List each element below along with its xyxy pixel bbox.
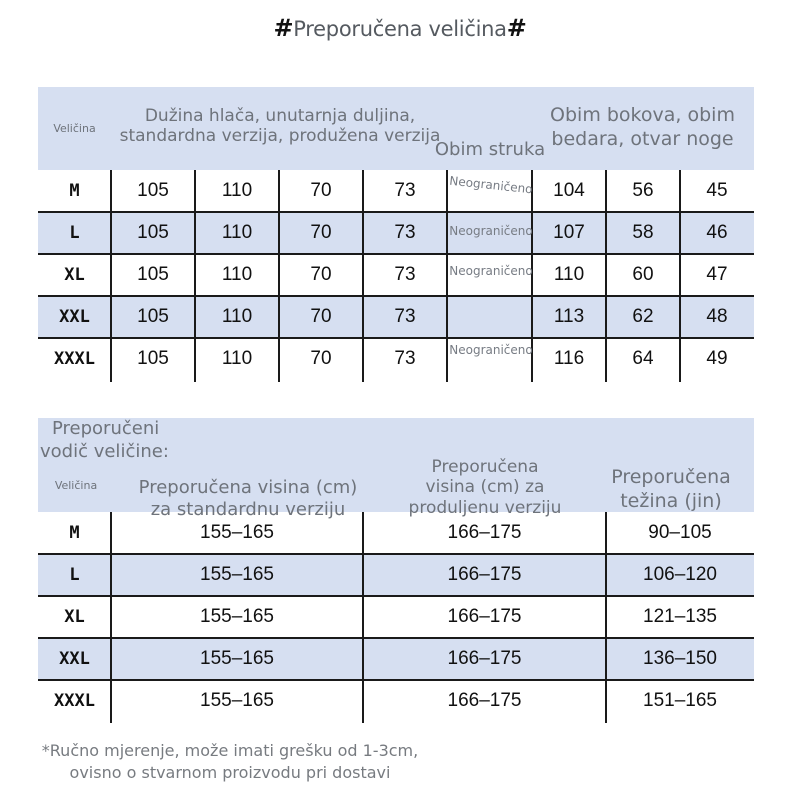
leg-opening-cell: 47 [706,264,728,285]
length-std-cell: 105 [137,264,169,285]
inseam-ext-cell: 73 [394,306,416,327]
table-row [38,638,754,680]
table1-length-header [100,106,460,147]
hip-cell: 110 [553,264,585,285]
size-cell: XL [64,265,85,285]
page-title [0,14,800,42]
ext-height-cell: 166–175 [447,564,522,585]
table-row [38,254,754,296]
thigh-cell: 56 [632,180,654,201]
table-row [38,512,754,554]
inseam-ext-cell: 73 [394,348,416,369]
thigh-cell: 58 [632,222,654,243]
size-cell: M [69,181,80,201]
size-cell: L [69,223,80,243]
table1-hip-header [540,104,745,152]
inseam-ext-cell: 73 [394,222,416,243]
std-height-header-line1: Preporučena visina (cm) [138,477,358,498]
inseam-std-cell: 70 [310,180,332,201]
length-ext-cell: 110 [221,180,253,201]
thigh-cell: 64 [632,348,654,369]
size-cell: XXXL [54,349,95,369]
table1-waist-header: Obim struka [434,139,546,160]
hip-cell: 113 [553,306,585,327]
table2-size-header: Veličina [54,479,98,492]
length-ext-cell: 110 [221,264,253,285]
table2-guide-label [40,418,169,463]
table-row [38,338,754,380]
thigh-cell: 62 [632,306,654,327]
hash-right: # [506,14,527,42]
hash-left: # [273,14,294,42]
inseam-ext-cell: 73 [394,264,416,285]
leg-opening-cell: 48 [706,306,728,327]
length-std-cell: 105 [137,306,169,327]
length-ext-cell: 110 [221,222,253,243]
hip-cell: 107 [553,222,585,243]
note-line2: ovisno o stvarnom proizvodu pri dostavi [69,762,391,782]
size-cell: XXXL [54,691,95,711]
hip-cell: 104 [553,180,585,201]
std-height-header-line2: za standardnu verziju [150,498,346,520]
length-ext-cell: 110 [221,348,253,369]
hip-header-line2: bedara, otvar noge [551,127,734,150]
std-height-cell: 155–165 [200,522,274,543]
hip-header-line1: Obim bokova, obim [550,104,735,126]
table1-size-header: Veličina [53,122,96,135]
waist-cell: Neograničeno [449,224,533,238]
ext-height-header-line2: visina (cm) za [425,477,545,498]
table2-weight-header [596,466,746,514]
table-row [38,680,754,722]
hip-cell: 116 [553,348,585,369]
inseam-std-cell: 70 [310,264,332,285]
size-cell: XL [64,607,85,627]
table-row [38,596,754,638]
size-cell: M [69,523,80,543]
size-cell: L [69,565,80,585]
std-height-cell: 155–165 [200,690,274,711]
weight-cell: 106–120 [643,564,717,585]
size-cell: XXL [59,307,90,327]
length-header-line2: standardna verzija, produžena verzija [119,126,441,147]
weight-cell: 90–105 [648,522,712,543]
table-row [38,170,754,212]
length-std-cell: 105 [137,180,169,201]
std-height-cell: 155–165 [200,564,274,585]
ext-height-cell: 166–175 [447,522,522,543]
ext-height-cell: 166–175 [447,606,522,627]
ext-height-header-line3: produljenu verziju [408,497,562,518]
table-row [38,212,754,254]
inseam-ext-cell: 73 [394,180,416,201]
length-std-cell: 105 [137,222,169,243]
guide-label-line1: Preporučeni [52,418,160,439]
std-height-cell: 155–165 [200,606,274,627]
guide-label-line2: vodič veličine: [40,440,169,462]
table-row [38,554,754,596]
weight-header-line2: težina (jin) [620,489,722,512]
weight-cell: 136–150 [643,648,717,669]
std-height-cell: 155–165 [200,648,274,669]
size-cell: XXL [59,649,90,669]
waist-cell: Neograničeno [448,173,534,197]
length-std-cell: 105 [137,348,169,369]
inseam-std-cell: 70 [310,306,332,327]
leg-opening-cell: 45 [706,180,728,201]
note-line1: *Ručno mjerenje, može imati grešku od 1-3cm, [41,741,419,760]
ext-height-header-line1: Preporučena [431,457,539,477]
thigh-cell: 60 [632,264,654,285]
waist-cell: Neograničeno [449,343,533,357]
ext-height-cell: 166–175 [447,648,522,669]
waist-cell: Neograničeno [449,264,533,278]
length-ext-cell: 110 [221,306,253,327]
inseam-std-cell: 70 [310,222,332,243]
ext-height-cell: 166–175 [447,690,522,711]
title-text: Preporučena veličina [293,17,507,41]
weight-header-line1: Preporučena [611,466,731,488]
length-header-line1: Dužina hlača, unutarnja duljina, [144,106,416,126]
measurement-note [0,740,460,783]
weight-cell: 151–165 [643,690,717,711]
inseam-std-cell: 70 [310,348,332,369]
leg-opening-cell: 46 [706,222,728,243]
weight-cell: 121–135 [643,606,717,627]
table2-ext-height-header [395,457,575,518]
table-row [38,296,754,338]
leg-opening-cell: 49 [706,348,728,369]
